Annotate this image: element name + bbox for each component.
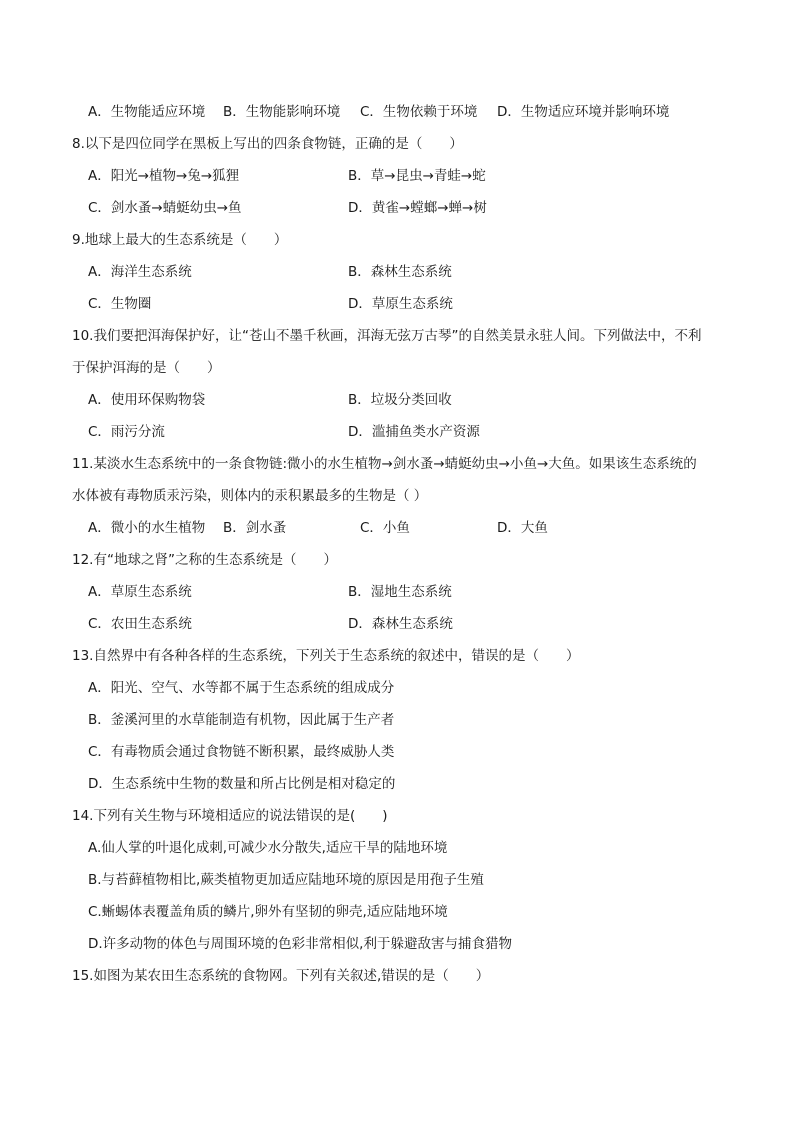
q7-option-c: C．生物依赖于环境 [360,104,478,120]
q14-option-d: D.许多动物的体色与周围环境的色彩非常相似,利于躲避敌害与捕食猎物 [88,936,512,952]
q10-option-c: C．雨污分流 [88,424,165,440]
q13-stem: 13.自然界中有各种各样的生态系统，下列关于生态系统的叙述中，错误的是（ ） [72,648,580,664]
q7-option-a: A．生物能适应环境 [88,104,206,120]
q11-option-d: D．大鱼 [497,520,548,536]
q13-option-d: D．生态系统中生物的数量和所占比例是相对稳定的 [88,776,396,792]
q10-options-row2 [72,420,734,452]
q8-options-row2 [72,196,734,228]
q12-options-row1 [72,580,734,612]
q13-option-c: C．有毒物质会通过食物链不断积累，最终威胁人类 [88,744,395,760]
q11-stem-line2: 水体被有毒物质汞污染，则体内的汞积累最多的生物是（ ） [72,488,428,504]
q9-option-c: C．生物圈 [88,296,152,312]
q10-stem-line1: 10.我们要把洱海保护好，让“苍山不墨千秋画，洱海无弦万古琴”的自然美景永驻人间。下列做法中，不利 [72,328,702,344]
q10-options-row1 [72,388,734,420]
q9-option-d: D．草原生态系统 [348,296,453,312]
q8-stem: 8.以下是四位同学在黑板上写出的四条食物链，正确的是（ ） [72,136,463,152]
q13-option-b: B．釜溪河里的水草能制造有机物，因此属于生产者 [88,712,395,728]
q7-option-d: D．生物适应环境并影响环境 [497,104,670,120]
q7-options [72,100,734,132]
q13-option-a: A．阳光、空气、水等都不属于生态系统的组成成分 [88,680,395,696]
q12-option-d: D．森林生态系统 [348,616,453,632]
q8-option-b: B．草→昆虫→青蛙→蛇 [348,168,486,184]
q9-option-a: A．海洋生态系统 [88,264,192,280]
q15-stem: 15.如图为某农田生态系统的食物网。下列有关叙述,错误的是（ ） [72,968,490,984]
q11-options [72,516,734,548]
q11-stem-line1: 11.某淡水生态系统中的一条食物链:微小的水生植物→剑水蚤→蜻蜓幼虫→小鱼→大鱼。如果该生态系统的 [72,456,697,472]
q8-option-d: D．黄雀→螳螂→蝉→树 [348,200,487,216]
q10-option-d: D．滥捕鱼类水产资源 [348,424,480,440]
q9-options-row2 [72,292,734,324]
q9-option-b: B．森林生态系统 [348,264,452,280]
q14-option-a: A.仙人掌的叶退化成刺,可减少水分散失,适应干旱的陆地环境 [88,840,448,856]
q9-stem: 9.地球上最大的生态系统是（ ） [72,232,288,248]
q11-option-c: C．小鱼 [360,520,410,536]
q12-option-a: A．草原生态系统 [88,584,192,600]
q9-options-row1 [72,260,734,292]
q12-stem: 12.有“地球之肾”之称的生态系统是（ ） [72,552,337,568]
q12-options-row2 [72,612,734,644]
q14-option-c: C.蜥蜴体表覆盖角质的鳞片,卵外有坚韧的卵壳,适应陆地环境 [88,904,448,920]
q11-option-a: A．微小的水生植物 [88,520,206,536]
q7-option-b: B．生物能影响环境 [223,104,341,120]
q12-option-c: C．农田生态系统 [88,616,192,632]
q10-stem-line2: 于保护洱海的是（ ） [72,360,221,376]
q12-option-b: B．湿地生态系统 [348,584,452,600]
q10-option-a: A．使用环保购物袋 [88,392,206,408]
q8-option-c: C．剑水蚤→蜻蜓幼虫→鱼 [88,200,242,216]
q14-option-b: B.与苔藓植物相比,蕨类植物更加适应陆地环境的原因是用孢子生殖 [88,872,484,888]
q14-stem: 14.下列有关生物与环境相适应的说法错误的是( ) [72,808,388,824]
q8-option-a: A．阳光→植物→兔→狐狸 [88,168,240,184]
q10-option-b: B．垃圾分类回收 [348,392,452,408]
q11-option-b: B．剑水蚤 [223,520,287,536]
q8-options-row1 [72,164,734,196]
